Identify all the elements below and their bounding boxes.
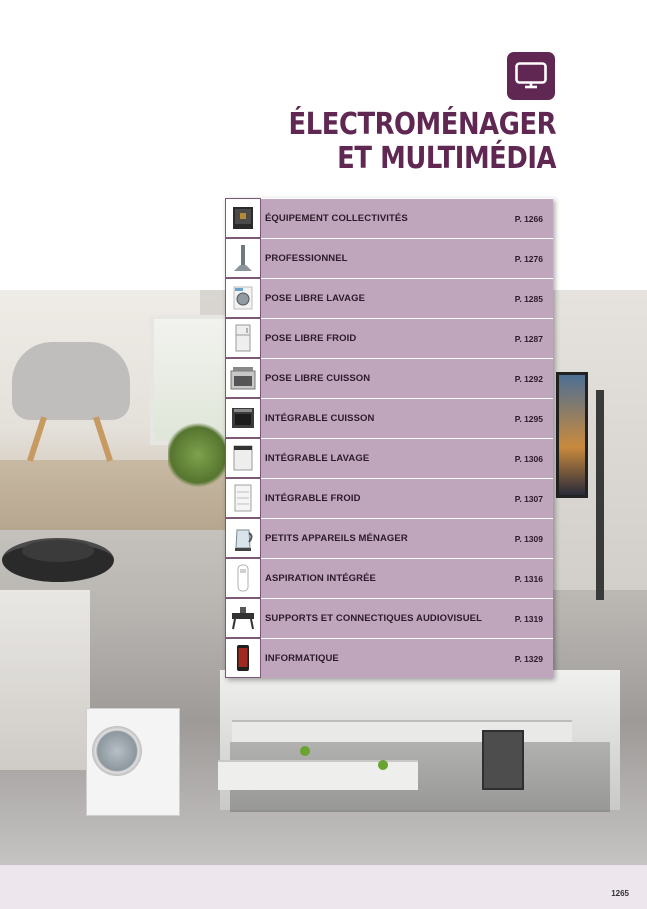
- toc-item-aspiration-integree[interactable]: [225, 558, 553, 598]
- toc-item-equipement-collectivites[interactable]: [225, 198, 553, 238]
- laundry-room: [0, 590, 90, 770]
- toc-item-page: P. 1266: [514, 213, 543, 224]
- built-in-fridge-icon: [225, 478, 261, 518]
- page-number: 1265: [611, 889, 629, 898]
- apple: [300, 746, 310, 756]
- vacuum-inlet-icon: [225, 558, 261, 598]
- toc-item-page: P. 1307: [514, 493, 543, 504]
- toc-item-label: SUPPORTS ET CONNECTIQUES AUDIOVISUEL: [265, 613, 483, 624]
- robot-vacuum-top: [22, 540, 94, 562]
- toc-item-label: INTÉGRABLE FROID: [265, 493, 361, 504]
- mini-fridge-icon: [225, 198, 261, 238]
- washing-machine-icon: [225, 278, 261, 318]
- built-in-oven-icon: [225, 398, 261, 438]
- hood-icon: [225, 238, 261, 278]
- toc-item-page: P. 1309: [514, 533, 543, 544]
- armchair: [12, 342, 130, 420]
- toc-item-petits-appareils-menager[interactable]: [225, 518, 553, 558]
- page-title: [288, 108, 556, 176]
- toc-item-supports-audiovisuel[interactable]: [225, 598, 553, 638]
- tv-icon: [507, 52, 555, 100]
- toc-item-label: INTÉGRABLE LAVAGE: [265, 453, 370, 464]
- toc-item-page: P. 1287: [514, 333, 543, 344]
- toc-item-label: POSE LIBRE FROID: [265, 333, 357, 344]
- kitchen-oven: [482, 730, 524, 790]
- smartphone-icon: [225, 638, 261, 678]
- toc-item-page: P. 1285: [514, 293, 543, 304]
- toc-item-label: PROFESSIONNEL: [265, 253, 348, 264]
- footer-band: [0, 865, 647, 909]
- plant: [168, 420, 228, 490]
- title-line-2: ET MULTIMÉDIA: [337, 141, 556, 176]
- toc-item-label: ASPIRATION INTÉGRÉE: [265, 573, 376, 584]
- title-line-1: ÉLECTROMÉNAGER: [288, 107, 556, 142]
- dishwasher-icon: [225, 438, 261, 478]
- toc-item-integrable-froid[interactable]: [225, 478, 553, 518]
- toc-item-page: P. 1306: [514, 453, 543, 464]
- toc-item-page: P. 1295: [514, 413, 543, 424]
- table-of-contents: [225, 198, 553, 678]
- toc-item-informatique[interactable]: [225, 638, 553, 678]
- toc-item-integrable-cuisson[interactable]: [225, 398, 553, 438]
- apple: [378, 760, 388, 770]
- toc-item-page: P. 1319: [514, 613, 543, 624]
- wall-tv: [556, 372, 588, 498]
- toc-item-label: POSE LIBRE CUISSON: [265, 373, 371, 384]
- washing-machine-door: [92, 726, 142, 776]
- toc-item-label: ÉQUIPEMENT COLLECTIVITÉS: [265, 213, 408, 224]
- kettle-icon: [225, 518, 261, 558]
- toc-item-pose-libre-froid[interactable]: [225, 318, 553, 358]
- range-cooker-icon: [225, 358, 261, 398]
- toc-item-label: INTÉGRABLE CUISSON: [265, 413, 375, 424]
- kitchen-island: [218, 760, 418, 790]
- toc-item-page: P. 1276: [514, 253, 543, 264]
- toc-item-page: P. 1316: [514, 573, 543, 584]
- toc-item-label: POSE LIBRE LAVAGE: [265, 293, 366, 304]
- toc-item-professionnel[interactable]: [225, 238, 553, 278]
- toc-item-page: P. 1292: [514, 373, 543, 384]
- toc-item-label: INFORMATIQUE: [265, 653, 339, 664]
- toc-item-integrable-lavage[interactable]: [225, 438, 553, 478]
- tv-mount-icon: [225, 598, 261, 638]
- tv-stand-pole: [596, 390, 604, 600]
- toc-item-pose-libre-cuisson[interactable]: [225, 358, 553, 398]
- toc-item-label: PETITS APPAREILS MÉNAGER: [265, 533, 408, 544]
- toc-item-page: P. 1329: [514, 653, 543, 664]
- toc-item-pose-libre-lavage[interactable]: [225, 278, 553, 318]
- fridge-icon: [225, 318, 261, 358]
